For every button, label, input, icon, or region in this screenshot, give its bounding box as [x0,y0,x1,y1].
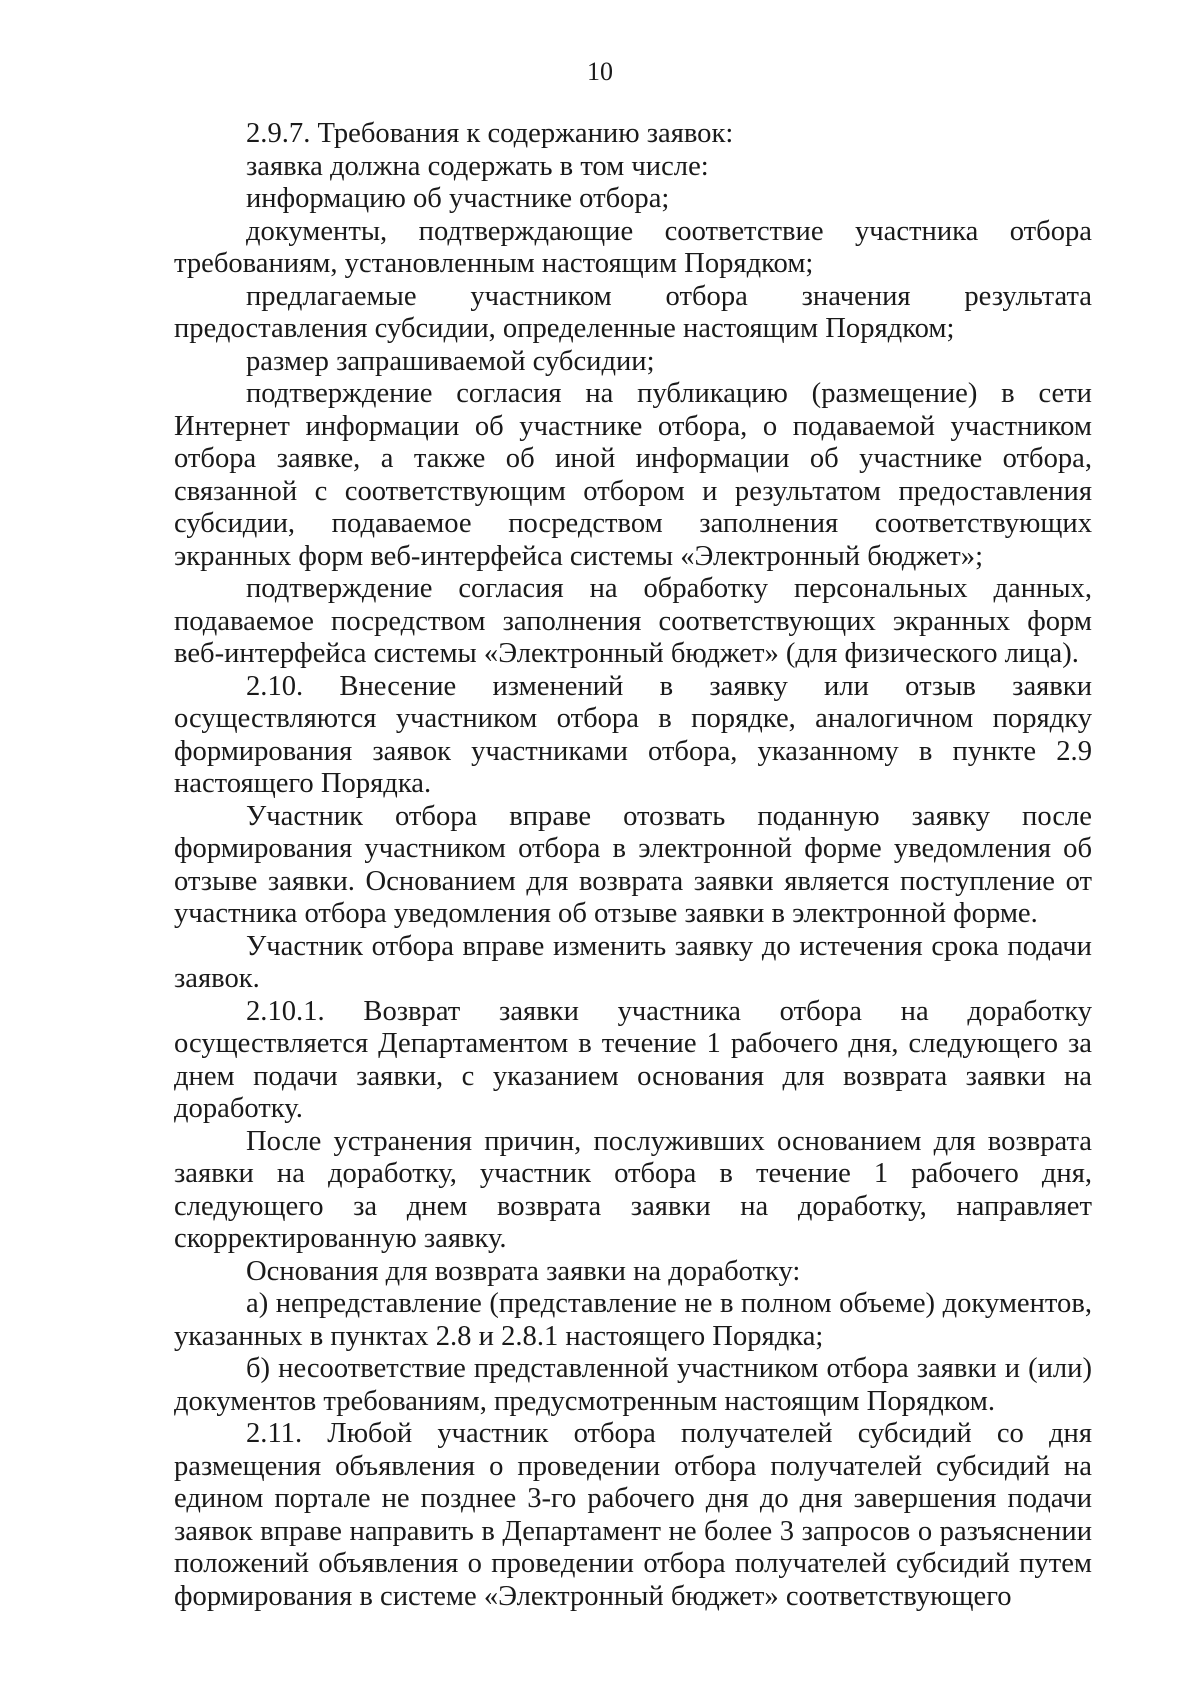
paragraph: Основания для возврата заявки на доработку: [246,1255,801,1287]
paragraph: а) непредставление (представление не в полном объеме) документов, указанных в пунктах 2.8 и 2.8.1 настоящего Порядка; [174,1288,1092,1352]
paragraph: документы, подтверждающие соответствие участника отбора требованиям, установленным настоящим Порядком; [174,215,1092,279]
paragraph: После устранения причин, послуживших основанием для возврата заявки на доработку, участник отбора в течение 1 рабочего дня, следующего за днем возврата заявки на доработку, направляет скорректированную заявку. [174,1125,1092,1254]
paragraph: размер запрашиваемой субсидии; [246,345,655,377]
paragraph: 2.11. Любой участник отбора получателей субсидий со дня размещения объявления о проведении отбора получателей субсидий на едином портале не позднее 3-го рабочего дня до дня завершения подачи заявок вправе направить в Департамент не более 3 запросов о разъяснении положений объявления о проведении отбора получателей субсидий путем формирования в системе «Электронный бюджет» соответствующего [174,1418,1092,1612]
paragraph: 2.10. Внесение изменений в заявку или отзыв заявки осуществляются участником отбора в порядке, аналогичном порядку формирования заявок участниками отбора, указанному в пункте 2.9 настоящего Порядка. [174,670,1092,799]
paragraph: 2.10.1. Возврат заявки участника отбора на доработку осуществляется Департаментом в течение 1 рабочего дня, следующего за днем подачи заявки, с указанием основания для возврата заявки на доработку. [174,995,1092,1124]
paragraph: заявка должна содержать в том числе: [246,150,709,182]
paragraph: 2.9.7. Требования к содержанию заявок: [246,118,734,149]
paragraph: подтверждение согласия на обработку персональных данных, подаваемое посредством заполнения соответствующих экранных форм веб-интерфейса системы «Электронный бюджет» (для физического лица). [174,573,1092,669]
paragraph: б) несоответствие представленной участником отбора заявки и (или) документов требованиям, предусмотренным настоящим Порядком. [174,1353,1092,1417]
paragraph: предлагаемые участником отбора значения результата предоставления субсидии, определенные настоящим Порядком; [174,280,1092,344]
paragraph: информацию об участнике отбора; [246,183,670,214]
document-body [174,118,1092,1613]
paragraph: Участник отбора вправе отозвать поданную заявку после формирования участником отбора в электронной форме уведомления об отзыве заявки. Основанием для возврата заявки является поступление от участника отбора уведомления об отзыве заявки в электронной форме. [174,800,1092,929]
paragraph: подтверждение согласия на публикацию (размещение) в сети Интернет информации об участнике отбора, о подаваемой участником отбора заявке, а также об иной информации об участнике отбора, связанной с соответствующим отбором и результатом предоставления субсидии, подаваемое посредством заполнения соответствующих экранных форм веб-интерфейса системы «Электронный бюджет»; [174,378,1092,572]
page-number: 10 [587,57,613,86]
paragraph: Участник отбора вправе изменить заявку до истечения срока подачи заявок. [174,930,1092,994]
